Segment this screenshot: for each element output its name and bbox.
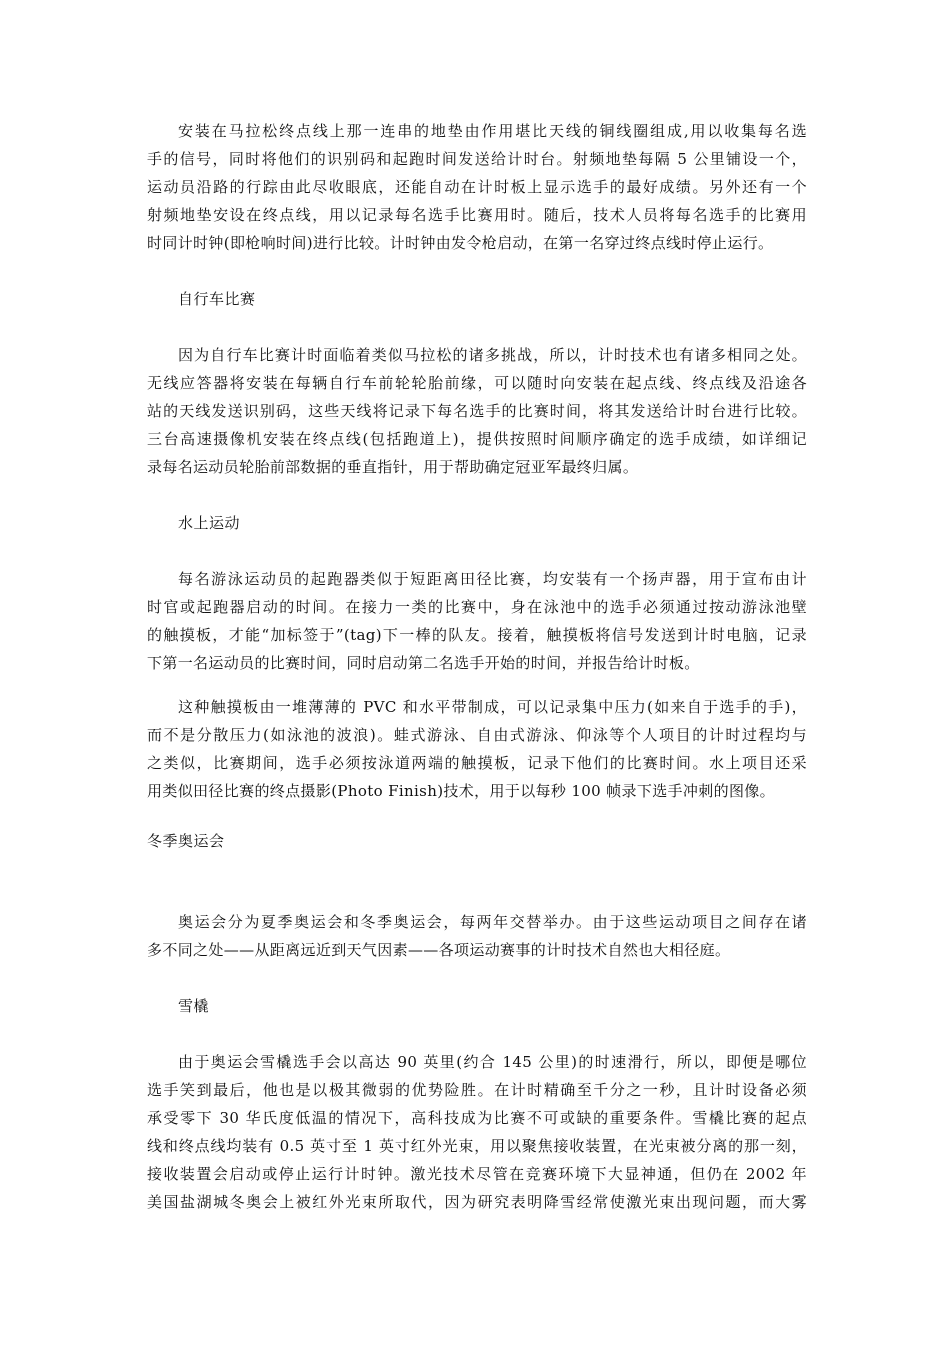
text-line: 的触摸板，才能“加标签于”(tag)下一棒的队友。接着，触摸板将信号发送到计时电脑，记录 bbox=[147, 626, 807, 644]
text-line: 站的天线发送识别码，这些天线将记录下每名选手的比赛时间，将其发送给计时台进行比较。 bbox=[147, 402, 807, 420]
text-line: 录每名运动员轮胎前部数据的垂直指针，用于帮助确定冠亚军最终归属。 bbox=[147, 458, 639, 476]
section-heading-cycling: 自行车比赛 bbox=[178, 290, 256, 308]
text-line: 射频地垫安设在终点线，用以记录每名选手比赛用时。随后，技术人员将每名选手的比赛用 bbox=[147, 206, 807, 224]
text-line: 无线应答器将安装在每辆自行车前轮轮胎前缘，可以随时向安装在起点线、终点线及沿途各 bbox=[147, 374, 807, 392]
text-line: 承受零下 30 华氏度低温的情况下，高科技成为比赛不可或缺的重要条件。雪橇比赛的起点 bbox=[147, 1109, 807, 1127]
text-line: 下第一名运动员的比赛时间，同时启动第二名选手开始的时间，并报告给计时板。 bbox=[147, 654, 700, 672]
text-line: 时同计时钟(即枪响时间)进行比较。计时钟由发令枪启动，在第一名穿过终点线时停止运行。 bbox=[147, 234, 774, 252]
text-line: 这种触摸板由一堆薄薄的 PVC 和水平带制成，可以记录集中压力(如来自于选手的手)， bbox=[178, 698, 807, 716]
text-line: 手的信号，同时将他们的识别码和起跑时间发送给计时台。射频地垫每隔 5 公里铺设一个， bbox=[147, 150, 807, 168]
section-heading-luge: 雪橇 bbox=[178, 997, 210, 1015]
section-heading-aquatics: 水上运动 bbox=[178, 514, 241, 532]
text-line: 接收装置会启动或停止运行计时钟。激光技术尽管在竞赛环境下大显神通，但仍在 2002 年 bbox=[147, 1165, 807, 1183]
text-line: 因为自行车比赛计时面临着类似马拉松的诸多挑战，所以，计时技术也有诸多相同之处。 bbox=[178, 346, 807, 364]
text-line: 美国盐湖城冬奥会上被红外光束所取代，因为研究表明降雪经常使激光束出现问题，而大雾 bbox=[147, 1193, 807, 1211]
section-heading-winter-olympics: 冬季奥运会 bbox=[147, 832, 225, 850]
text-line: 由于奥运会雪橇选手会以高达 90 英里(约合 145 公里)的时速滑行，所以，即便是哪位 bbox=[178, 1053, 807, 1071]
text-line: 时官或起跑器启动的时间。在接力一类的比赛中，身在泳池中的选手必须通过按动游泳池壁 bbox=[147, 598, 807, 616]
text-line: 安装在马拉松终点线上那一连串的地垫由作用堪比天线的铜线圈组成,用以收集每名选 bbox=[178, 122, 807, 140]
text-line: 之类似，比赛期间，选手必须按泳道两端的触摸板，记录下他们的比赛时间。水上项目还采 bbox=[147, 754, 807, 772]
text-line: 运动员沿路的行踪由此尽收眼底，还能自动在计时板上显示选手的最好成绩。另外还有一个 bbox=[147, 178, 807, 196]
text-line: 线和终点线均装有 0.5 英寸至 1 英寸红外光束，用以聚焦接收装置，在光束被分离的那一刻， bbox=[147, 1137, 807, 1155]
text-line: 选手笑到最后，他也是以极其微弱的优势险胜。在计时精确至千分之一秒，且计时设备必须 bbox=[147, 1081, 807, 1099]
text-line: 多不同之处——从距离远近到天气因素——各项运动赛事的计时技术自然也大相径庭。 bbox=[147, 941, 731, 959]
text-line: 三台高速摄像机安装在终点线(包括跑道上)，提供按照时间顺序确定的选手成绩，如详细记 bbox=[147, 430, 807, 448]
text-line: 奥运会分为夏季奥运会和冬季奥运会，每两年交替举办。由于这些运动项目之间存在诸 bbox=[178, 913, 807, 931]
text-line: 每名游泳运动员的起跑器类似于短距离田径比赛，均安装有一个扬声器，用于宣布由计 bbox=[178, 570, 807, 588]
text-line: 用类似田径比赛的终点摄影(Photo Finish)技术，用于以每秒 100 帧录下选手冲刺的图像。 bbox=[147, 782, 776, 800]
text-line: 而不是分散压力(如泳池的波浪)。蛙式游泳、自由式游泳、仰泳等个人项目的计时过程均与 bbox=[147, 726, 807, 744]
